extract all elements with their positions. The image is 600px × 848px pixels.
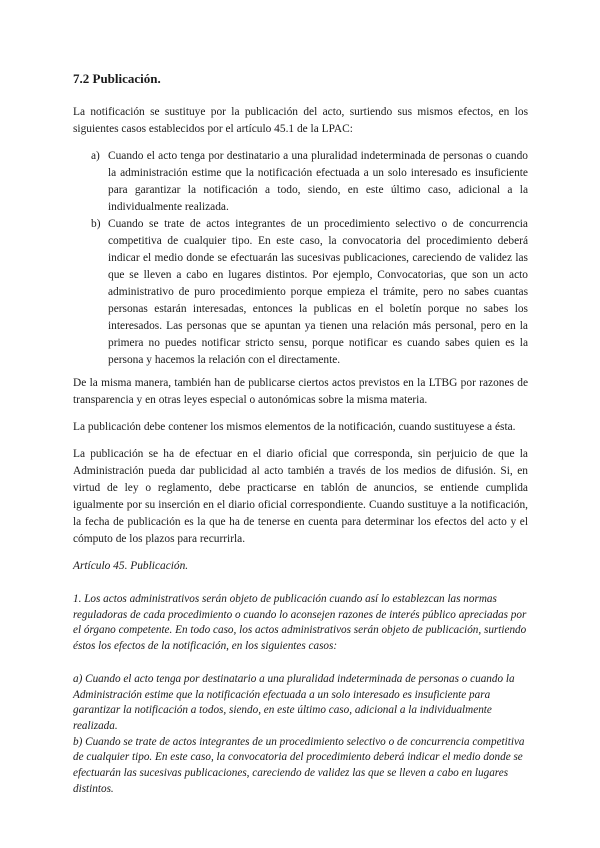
article-item-a: a) Cuando el acto tenga por destinatario a una pluralidad indeterminada de personas o cuando la Administración estime que la notificación efectuada a un solo interesado es insuficiente para garantizar la notificación a todos, siendo, en este último caso, adicional a la individualmente realizada. [73,672,515,732]
article-item-b: b) Cuando se trate de actos integrantes de un procedimiento selectivo o de concurrencia competitiva de cualquier tipo. En este caso, la convocatoria del procedimiento deberá indicar el medio donde se efectuarán las sucesivas publicaciones, careciendo de validez las que se lleven a cabo en lugares distintos. [73,735,525,795]
intro-paragraph: La notificación se sustituye por la publicación del acto, surtiendo sus mismos efectos, en los siguientes casos establecidos por el artículo 45.1 de la LPAC: [73,106,528,135]
document-page [73,70,528,797]
body-paragraph: La publicación debe contener los mismos elementos de la notificación, cuando sustituyese a ésta. [73,421,516,433]
article-title: Artículo 45. Publicación. [73,560,189,572]
list-item [73,148,528,216]
article-paragraph: 1. Los actos administrativos serán objeto de publicación cuando así lo establezcan las normas reguladoras de cada procedimiento o cuando lo aconsejen razones de interés público apreciadas por el órgano competente. En todo caso, los actos administrativos serán objeto de publicación, surtiendo éstos los efectos de la notificación, en los siguientes casos: [73,593,527,653]
list-item-text: Cuando el acto tenga por destinatario a una pluralidad indeterminada de personas o cuando la administración estime que la notificación efectuada a un solo interesado es insuficiente para garantizar la notificación a todo, siendo, en este último caso, adicional a la individualmente realizada. [108,150,528,213]
list-item-text: Cuando se trate de actos integrantes de un procedimiento selectivo o de concurrencia competitiva de cualquier tipo. En este caso, la convocatoria del procedimiento deberá indicar el medio donde se efectuarán las sucesivas publicaciones, careciendo de validez las que se lleven a cabo en lugares distintos. Por ejemplo, Convocatorias, que son un acto administrativo de puro procedimiento porque empieza el trámite, pero no sabes cuantas personas estarán interesadas, entonces la publicas en el boletín porque no sabes los interesados. Las personas que se apuntan ya tienen una relación más personal, pero en la primera no puedes notificar stricto sensu, porque notificar es cuando sabes quien es la persona y hacemos la relación con el directamente. [108,218,528,366]
list-marker: a) [91,150,100,162]
list-marker: b) [91,218,101,230]
body-paragraph: La publicación se ha de efectuar en el diario oficial que corresponda, sin perjuicio de que la Administración pueda dar publicidad al acto también a través de los medios de difusión. Si, en virtud de ley o reglamento, debe practicarse en tablón de anuncios, se entiende cumplida igualmente por su inserción en el diario oficial correspondiente. Cuando sustituye a la notificación, la fecha de publicación es la que ha de tenerse en cuenta para determinar los efectos del acto y el cómputo de los plazos para recurrirla. [73,448,528,545]
body-paragraph: De la misma manera, también han de publicarse ciertos actos previstos en la LTBG por razones de transparencia y en otras leyes especial o autonómicas sobre la misma materia. [73,377,528,406]
list-item [73,216,528,369]
section-heading: 7.2 Publicación. [73,71,161,86]
article-items [73,672,528,798]
cases-list [73,148,528,369]
